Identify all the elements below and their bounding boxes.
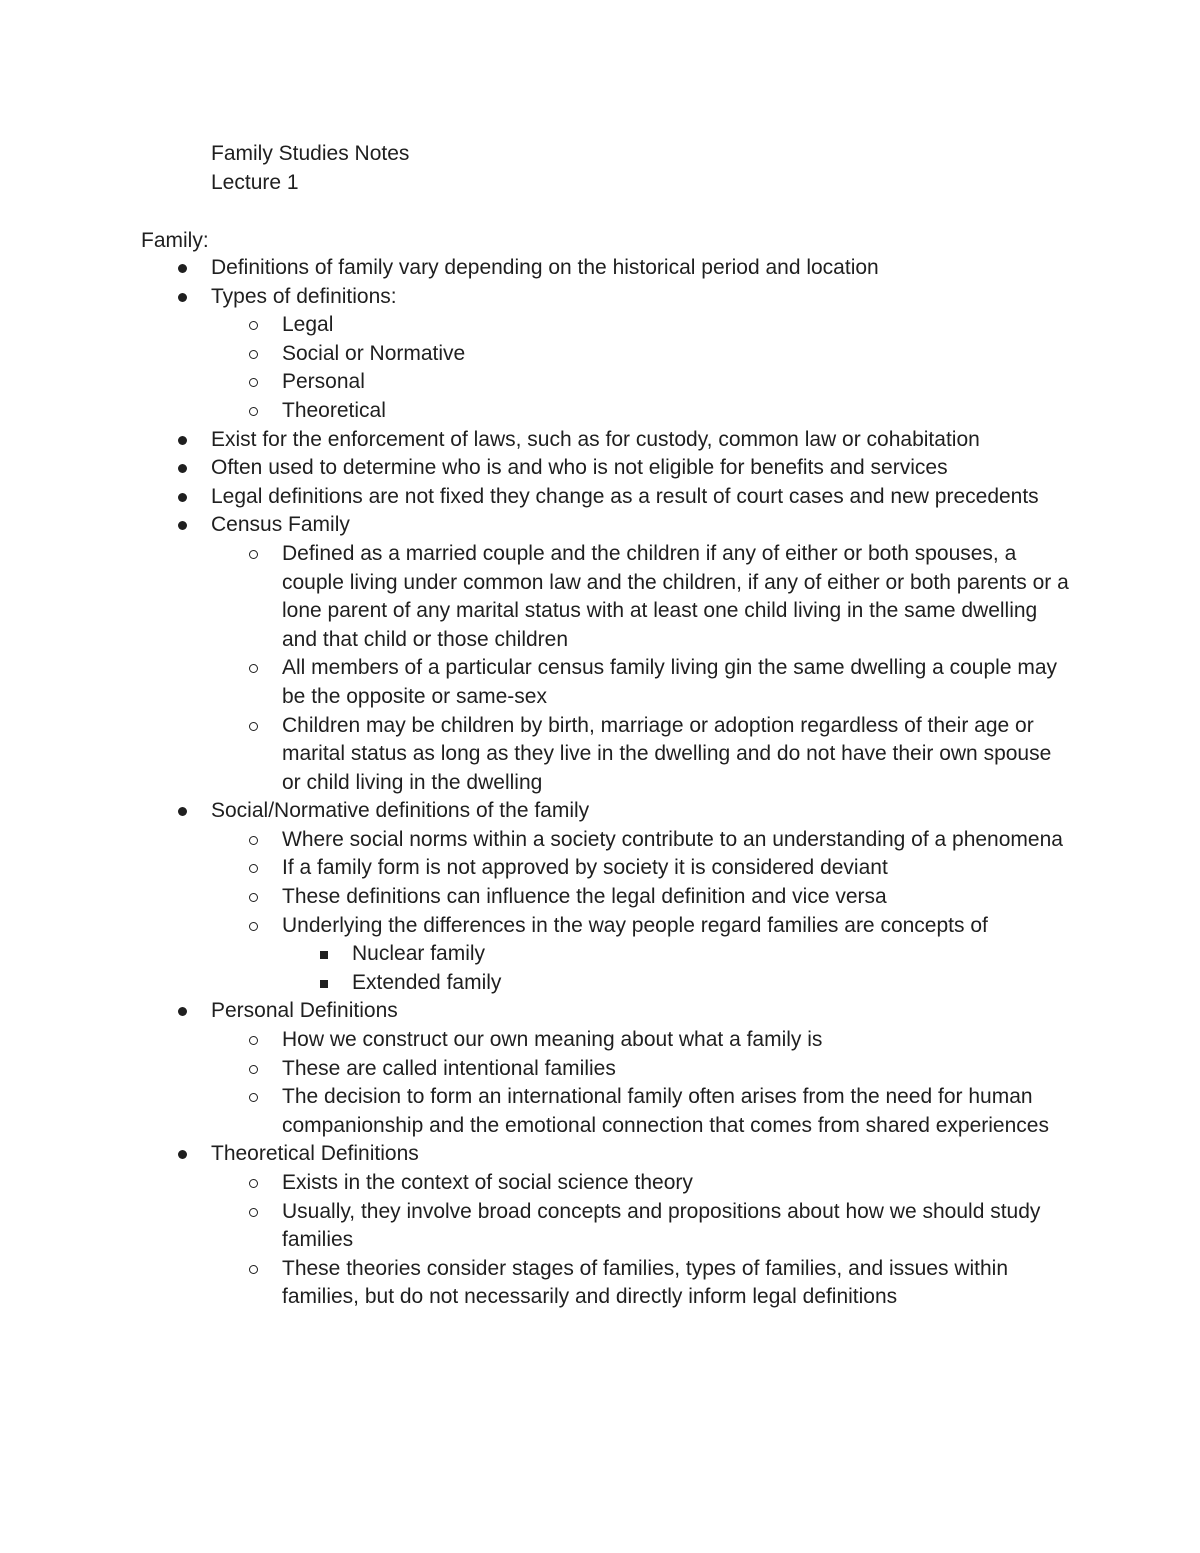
list-item — [0, 654, 1070, 711]
list-item — [0, 997, 1060, 1026]
list-item-text: Defined as a married couple and the children if any of either or both spouses, a couple living under common law and the children, if any of either or both parents or a lone parent of any marital status with at least one child living in the same dwelling and that child or those children — [282, 541, 1069, 651]
list-item-text: Nuclear family — [352, 942, 486, 966]
section-label: Family: — [141, 229, 209, 252]
hollow-bullet-icon — [249, 664, 258, 673]
square-bullet-icon — [320, 980, 328, 988]
list-item — [0, 368, 1070, 397]
list-item — [0, 1026, 1070, 1055]
filled-bullet-icon — [178, 436, 187, 445]
filled-bullet-icon — [178, 464, 187, 473]
list-item — [0, 940, 1070, 969]
hollow-bullet-icon — [249, 1065, 258, 1074]
hollow-bullet-icon — [249, 1093, 258, 1102]
hollow-bullet-icon — [249, 864, 258, 873]
list-item — [0, 1055, 1070, 1084]
list-item-text: Children may be children by birth, marriage or adoption regardless of their age or marital status as long as they live in the dwelling and do not have their own spouse or child living in the dwelling — [282, 713, 1052, 794]
list-item — [0, 969, 1070, 998]
list-item-text: If a family form is not approved by society it is considered deviant — [282, 856, 888, 880]
list-item — [0, 1198, 1070, 1255]
hollow-bullet-icon — [249, 1036, 258, 1045]
filled-bullet-icon — [178, 293, 187, 302]
list-item — [0, 1140, 1060, 1169]
filled-bullet-icon — [178, 1150, 187, 1159]
list-item-text: Theoretical — [282, 398, 386, 422]
list-item — [0, 712, 1070, 798]
list-item — [0, 311, 1070, 340]
list-item-text: All members of a particular census family living gin the same dwelling a couple may be the opposite or same-sex — [282, 656, 1058, 708]
hollow-bullet-icon — [249, 722, 258, 731]
outline-list — [0, 254, 1200, 1312]
list-item — [0, 254, 1060, 283]
list-item-text: Where social norms within a society contribute to an understanding of a phenomena — [282, 827, 1063, 851]
list-item-text: Underlying the differences in the way people regard families are concepts of — [282, 913, 988, 937]
list-item — [0, 283, 1060, 312]
list-item-text: These theories consider stages of families, types of families, and issues within families, but do not necessarily and directly inform legal definitions — [282, 1256, 1009, 1309]
list-item — [0, 826, 1070, 855]
list-item-text: Definitions of family vary depending on the historical period and location — [211, 256, 879, 279]
list-item-text: The decision to form an international family often arises from the need for human companionship and the emotional connection that comes from shared experiences — [282, 1085, 1049, 1137]
list-item — [0, 540, 1070, 654]
list-item — [0, 426, 1060, 455]
filled-bullet-icon — [178, 521, 187, 530]
list-item — [0, 397, 1070, 426]
hollow-bullet-icon — [249, 407, 258, 416]
hollow-bullet-icon — [249, 550, 258, 559]
list-item — [0, 454, 1060, 483]
list-item — [0, 483, 1060, 512]
list-item-text: Exists in the context of social science theory — [282, 1171, 693, 1194]
list-item-text: Usually, they involve broad concepts and propositions about how we should study families — [282, 1199, 1041, 1252]
list-item — [0, 340, 1070, 369]
lecture-label: Lecture 1 — [211, 171, 299, 194]
list-item-text: How we construct our own meaning about what a family is — [282, 1028, 823, 1052]
filled-bullet-icon — [178, 493, 187, 502]
hollow-bullet-icon — [249, 350, 258, 359]
hollow-bullet-icon — [249, 922, 258, 931]
list-item-text: Legal definitions are not fixed they change as a result of court cases and new precedents — [211, 484, 1039, 508]
list-item-text: Social/Normative definitions of the family — [211, 799, 590, 823]
list-item-text: These definitions can influence the legal definition and vice versa — [282, 885, 887, 909]
list-item — [0, 912, 1070, 941]
list-item — [0, 797, 1060, 826]
list-item-text: Census Family — [211, 513, 350, 537]
filled-bullet-icon — [178, 807, 187, 816]
list-item-text: Legal — [282, 313, 334, 337]
hollow-bullet-icon — [249, 893, 258, 902]
list-item-text: Extended family — [352, 970, 502, 994]
hollow-bullet-icon — [249, 1179, 258, 1188]
list-item — [0, 854, 1070, 883]
list-item-text: Theoretical Definitions — [211, 1142, 419, 1166]
filled-bullet-icon — [178, 1007, 187, 1016]
list-item-text: Types of definitions: — [211, 284, 397, 308]
list-item-text: Personal — [282, 370, 365, 394]
list-item — [0, 1169, 1070, 1198]
list-item-text: Personal Definitions — [211, 999, 398, 1023]
hollow-bullet-icon — [249, 1265, 258, 1274]
hollow-bullet-icon — [249, 321, 258, 330]
list-item-text: These are called intentional families — [282, 1056, 616, 1080]
filled-bullet-icon — [178, 264, 187, 273]
list-item — [0, 883, 1070, 912]
document-title: Family Studies Notes — [211, 142, 410, 165]
hollow-bullet-icon — [249, 1208, 258, 1217]
list-item-text: Social or Normative — [282, 341, 466, 365]
square-bullet-icon — [320, 951, 328, 959]
list-item-text: Exist for the enforcement of laws, such as for custody, common law or cohabitation — [211, 427, 980, 451]
hollow-bullet-icon — [249, 836, 258, 845]
document-header — [211, 139, 409, 197]
list-item — [0, 1255, 1070, 1312]
list-item — [0, 1083, 1070, 1140]
list-item-text: Often used to determine who is and who is not eligible for benefits and services — [211, 456, 948, 480]
hollow-bullet-icon — [249, 378, 258, 387]
list-item — [0, 511, 1060, 540]
